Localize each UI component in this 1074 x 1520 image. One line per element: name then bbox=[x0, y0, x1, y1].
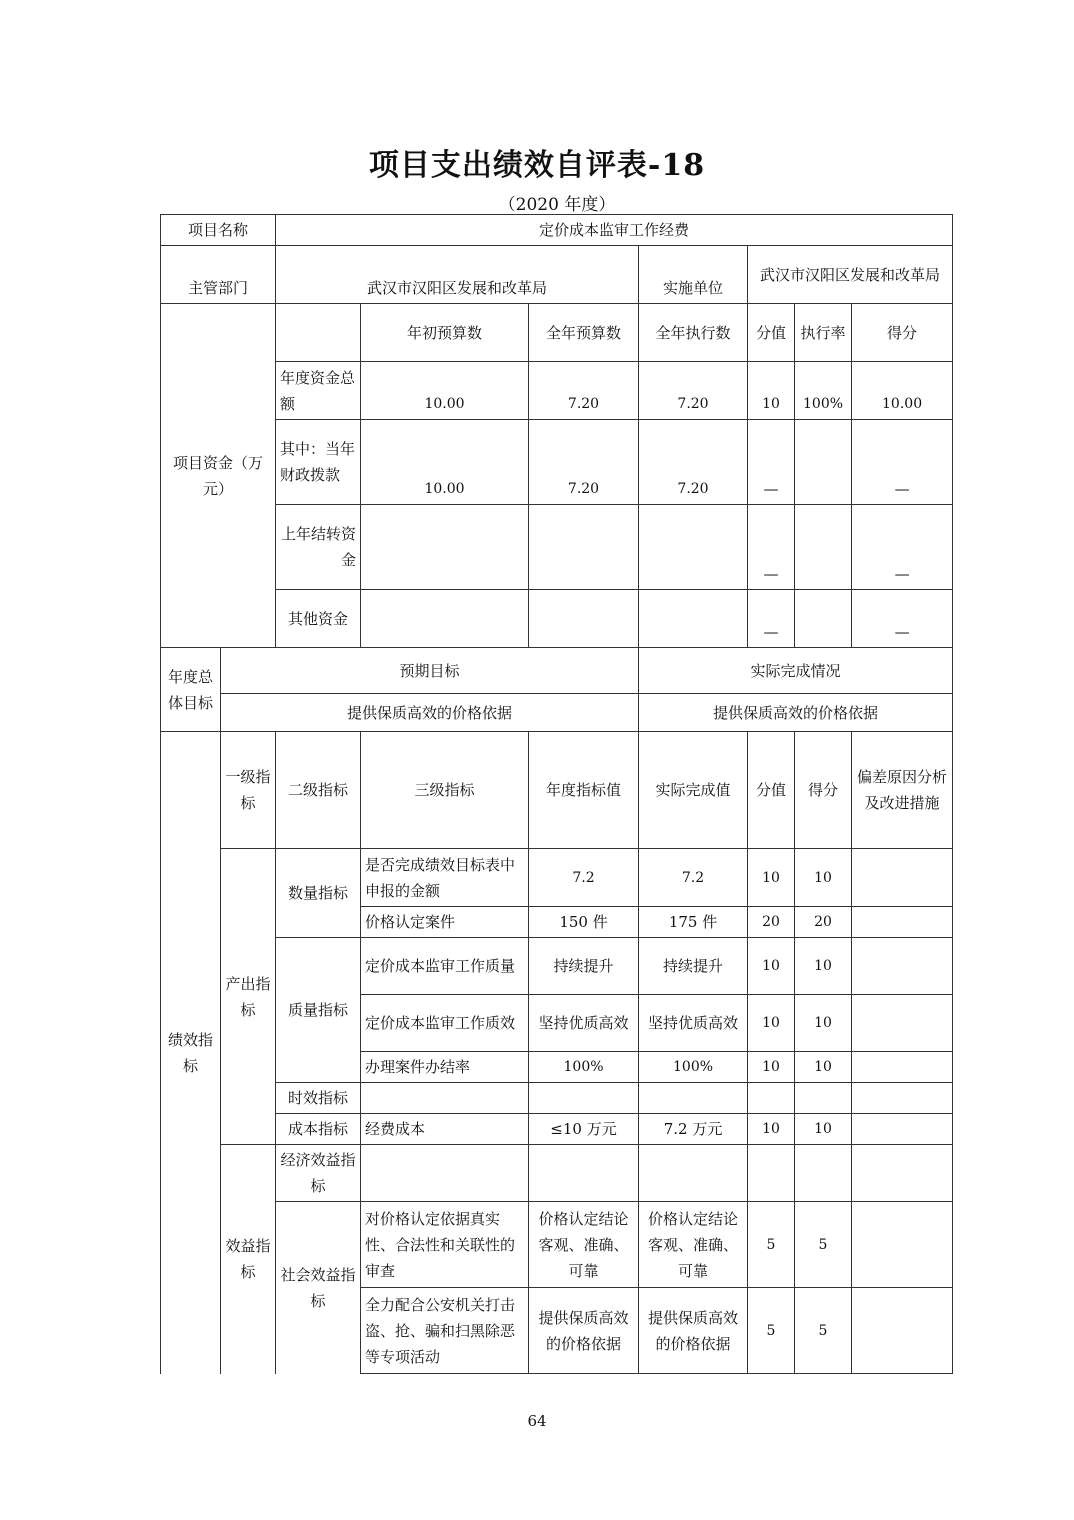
output-indicator-label: 产出指标 bbox=[221, 849, 276, 1145]
funds-row-v1: 10.00 bbox=[361, 420, 529, 505]
funds-row-got: — bbox=[852, 505, 953, 590]
perf-row-score: 5 bbox=[748, 1288, 795, 1374]
perf-row-got bbox=[795, 1145, 852, 1202]
expected-goal-value: 提供保质高效的价格依据 bbox=[221, 694, 639, 732]
perf-row-name bbox=[361, 1083, 529, 1114]
perf-header-got: 得分 bbox=[795, 732, 852, 849]
perf-header-level1: 一级指标 bbox=[221, 732, 276, 849]
time-indicator-label: 时效指标 bbox=[276, 1083, 361, 1114]
perf-row-target: ≤10 万元 bbox=[529, 1114, 639, 1145]
project-name-value: 定价成本监审工作经费 bbox=[276, 215, 953, 246]
document-subtitle: （2020 年度） bbox=[498, 195, 616, 215]
funds-row-score: — bbox=[748, 590, 795, 648]
perf-row-target: 7.2 bbox=[529, 849, 639, 907]
social-indicator-label: 社会效益指标 bbox=[276, 1202, 361, 1374]
perf-row-got: 10 bbox=[795, 938, 852, 995]
perf-row-score: 10 bbox=[748, 1052, 795, 1083]
perf-row-got: 20 bbox=[795, 907, 852, 938]
funds-row-score: 10 bbox=[748, 362, 795, 420]
perf-row-actual: 提供保质高效的价格依据 bbox=[639, 1288, 748, 1374]
funds-col-annual: 全年预算数 bbox=[529, 304, 639, 362]
cost-indicator-label: 成本指标 bbox=[276, 1114, 361, 1145]
perf-row-got bbox=[795, 1083, 852, 1114]
funds-row-v3 bbox=[639, 590, 748, 648]
funds-row-rate bbox=[795, 505, 852, 590]
perf-row-score bbox=[748, 1145, 795, 1202]
funds-row-v3 bbox=[639, 505, 748, 590]
quantity-indicator-label: 数量指标 bbox=[276, 849, 361, 938]
funds-row-score: — bbox=[748, 505, 795, 590]
perf-row-score bbox=[748, 1083, 795, 1114]
funds-row-score: — bbox=[748, 420, 795, 505]
actual-goal-label: 实际完成情况 bbox=[639, 648, 953, 694]
funds-row bbox=[161, 590, 953, 648]
perf-row-score: 10 bbox=[748, 1114, 795, 1145]
page-number: 64 bbox=[527, 1412, 547, 1430]
perf-row bbox=[161, 1114, 953, 1145]
funds-col-executed: 全年执行数 bbox=[639, 304, 748, 362]
perf-row-name: 定价成本监审工作质效 bbox=[361, 995, 529, 1052]
perf-row-deviation bbox=[852, 1114, 953, 1145]
funds-row-v1: 10.00 bbox=[361, 362, 529, 420]
economic-indicator-label: 经济效益指标 bbox=[276, 1145, 361, 1202]
perf-row bbox=[161, 849, 953, 907]
perf-row-score: 5 bbox=[748, 1202, 795, 1288]
funds-row-got: — bbox=[852, 420, 953, 505]
perf-row-deviation bbox=[852, 995, 953, 1052]
perf-row-deviation bbox=[852, 1083, 953, 1114]
funds-row-rate: 100% bbox=[795, 362, 852, 420]
funds-row-name: 上年结转资金 bbox=[276, 505, 361, 590]
perf-label: 绩效指标 bbox=[161, 732, 221, 1374]
perf-row-target bbox=[529, 1083, 639, 1114]
perf-row-name: 办理案件办结率 bbox=[361, 1052, 529, 1083]
funds-row-rate bbox=[795, 590, 852, 648]
perf-row-actual bbox=[639, 1083, 748, 1114]
perf-header-actual: 实际完成值 bbox=[639, 732, 748, 849]
perf-row-got: 10 bbox=[795, 995, 852, 1052]
funds-row-v2 bbox=[529, 505, 639, 590]
funds-row-got: — bbox=[852, 590, 953, 648]
perf-row bbox=[161, 938, 953, 995]
perf-row-deviation bbox=[852, 1202, 953, 1288]
perf-row-actual: 坚持优质高效 bbox=[639, 995, 748, 1052]
perf-row-score: 10 bbox=[748, 849, 795, 907]
perf-row-target bbox=[529, 1145, 639, 1202]
perf-row-target: 坚持优质高效 bbox=[529, 995, 639, 1052]
perf-row-got: 10 bbox=[795, 1052, 852, 1083]
perf-row-deviation bbox=[852, 907, 953, 938]
perf-row-name: 定价成本监审工作质量 bbox=[361, 938, 529, 995]
funds-row-v1 bbox=[361, 590, 529, 648]
funds-row-name: 其他资金 bbox=[276, 590, 361, 648]
perf-row bbox=[161, 1202, 953, 1288]
quality-indicator-label: 质量指标 bbox=[276, 938, 361, 1083]
perf-row-got: 10 bbox=[795, 849, 852, 907]
perf-row-actual: 7.2 bbox=[639, 849, 748, 907]
perf-row-name: 是否完成绩效目标表中申报的金额 bbox=[361, 849, 529, 907]
dept-label: 主管部门 bbox=[161, 246, 276, 304]
perf-header-target: 年度指标值 bbox=[529, 732, 639, 849]
perf-row-actual: 100% bbox=[639, 1052, 748, 1083]
perf-row-name: 价格认定案件 bbox=[361, 907, 529, 938]
funds-row bbox=[161, 362, 953, 420]
perf-row-got: 5 bbox=[795, 1288, 852, 1374]
funds-col-got: 得分 bbox=[852, 304, 953, 362]
perf-row-score: 10 bbox=[748, 995, 795, 1052]
perf-row-deviation bbox=[852, 1145, 953, 1202]
funds-row-v3: 7.20 bbox=[639, 420, 748, 505]
funds-blank-header bbox=[276, 304, 361, 362]
perf-header-level3: 三级指标 bbox=[361, 732, 529, 849]
perf-row-name: 经费成本 bbox=[361, 1114, 529, 1145]
funds-row-v2: 7.20 bbox=[529, 362, 639, 420]
perf-row-target: 100% bbox=[529, 1052, 639, 1083]
perf-row-target: 提供保质高效的价格依据 bbox=[529, 1288, 639, 1374]
perf-row bbox=[161, 1145, 953, 1202]
funds-col-initial: 年初预算数 bbox=[361, 304, 529, 362]
perf-row-name: 对价格认定依据真实性、合法性和关联性的审查 bbox=[361, 1202, 529, 1288]
funds-row-v3: 7.20 bbox=[639, 362, 748, 420]
funds-col-rate: 执行率 bbox=[795, 304, 852, 362]
perf-row-name: 全力配合公安机关打击盗、抢、骗和扫黑除恶等专项活动 bbox=[361, 1288, 529, 1374]
perf-row-score: 10 bbox=[748, 938, 795, 995]
perf-row-got: 10 bbox=[795, 1114, 852, 1145]
funds-row-v2 bbox=[529, 590, 639, 648]
perf-header-score: 分值 bbox=[748, 732, 795, 849]
annual-goal-label: 年度总体目标 bbox=[161, 648, 221, 732]
impl-value: 武汉市汉阳区发展和改革局 bbox=[748, 246, 953, 304]
funds-label: 项目资金（万元） bbox=[161, 304, 276, 648]
expected-goal-label: 预期目标 bbox=[221, 648, 639, 694]
perf-row-actual: 175 件 bbox=[639, 907, 748, 938]
funds-row-v1 bbox=[361, 505, 529, 590]
benefit-indicator-label: 效益指标 bbox=[221, 1145, 276, 1374]
funds-row-name: 年度资金总额 bbox=[276, 362, 361, 420]
funds-col-score: 分值 bbox=[748, 304, 795, 362]
funds-row bbox=[161, 420, 953, 505]
perf-row-score: 20 bbox=[748, 907, 795, 938]
perf-row-name bbox=[361, 1145, 529, 1202]
perf-row-target: 150 件 bbox=[529, 907, 639, 938]
dept-value: 武汉市汉阳区发展和改革局 bbox=[276, 246, 639, 304]
funds-row-name: 其中：当年财政拨款 bbox=[276, 420, 361, 505]
perf-header-level2: 二级指标 bbox=[276, 732, 361, 849]
perf-row-actual: 7.2 万元 bbox=[639, 1114, 748, 1145]
perf-row-deviation bbox=[852, 1288, 953, 1374]
perf-row-actual: 持续提升 bbox=[639, 938, 748, 995]
perf-row-target: 价格认定结论客观、准确、可靠 bbox=[529, 1202, 639, 1288]
perf-row-actual bbox=[639, 1145, 748, 1202]
document-title: 项目支出绩效自评表-18 bbox=[368, 148, 706, 183]
perf-row-deviation bbox=[852, 1052, 953, 1083]
funds-row-got: 10.00 bbox=[852, 362, 953, 420]
funds-row bbox=[161, 505, 953, 590]
evaluation-table bbox=[160, 214, 953, 1374]
perf-row-deviation bbox=[852, 849, 953, 907]
funds-row-v2: 7.20 bbox=[529, 420, 639, 505]
perf-row-target: 持续提升 bbox=[529, 938, 639, 995]
perf-row bbox=[161, 1083, 953, 1114]
actual-goal-value: 提供保质高效的价格依据 bbox=[639, 694, 953, 732]
perf-row-actual: 价格认定结论客观、准确、可靠 bbox=[639, 1202, 748, 1288]
funds-row-rate bbox=[795, 420, 852, 505]
perf-row-got: 5 bbox=[795, 1202, 852, 1288]
impl-label: 实施单位 bbox=[639, 246, 748, 304]
perf-row-deviation bbox=[852, 938, 953, 995]
project-name-label: 项目名称 bbox=[161, 215, 276, 246]
perf-header-deviation: 偏差原因分析及改进措施 bbox=[852, 732, 953, 849]
